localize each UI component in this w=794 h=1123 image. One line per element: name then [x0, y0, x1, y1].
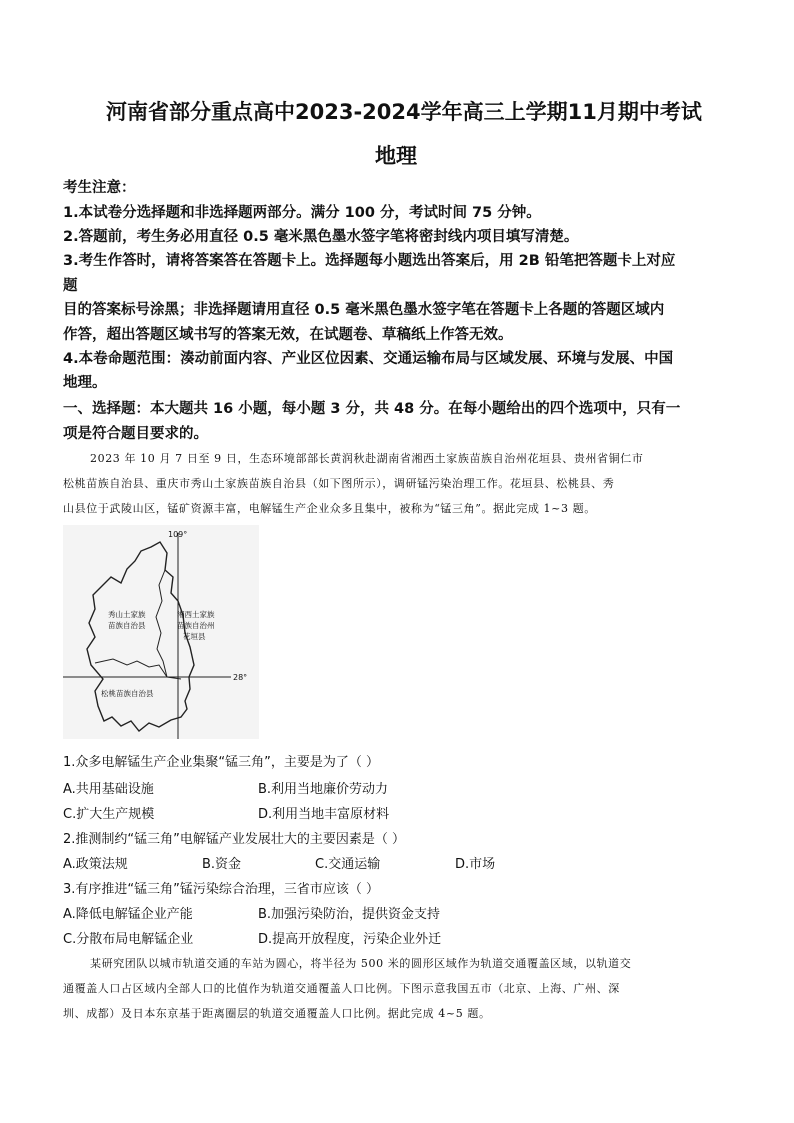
q1-option-d: D.利用当地丰富原材料 [258, 807, 390, 822]
q3-option-b: B.加强污染防治，提供资金支持 [258, 907, 441, 922]
passage-2-line: 通覆盖人口占区域内全部人口的比值作为轨道交通覆盖人口比例。下图示意我国五市（北京、上海、广州、深 [63, 982, 620, 995]
longitude-label: 109° [168, 530, 188, 539]
notice-item-1: 1.本试卷分选择题和非选择题两部分。满分 100 分，考试时间 75 分钟。 [63, 205, 541, 221]
q1-stem: 1.众多电解锰生产企业集聚“锰三角”，主要是为了（ ） [63, 755, 380, 770]
xiangxi-label: 苗族自治州 [177, 621, 215, 630]
xiushan-label: 秀山土家族 [108, 610, 146, 619]
section-heading-cont: 项是符合题目要求的。 [63, 426, 208, 442]
passage-1-line: 山县位于武陵山区，锰矿资源丰富，电解锰生产企业众多且集中，被称为“锰三角”。据此完成 1~3 题。 [63, 502, 596, 515]
notice-item-3-cont: 题 [63, 278, 78, 294]
notice-item-3-cont: 目的答案标号涂黑；非选择题请用直径 0.5 毫米黑色墨水签字笔在答题卡上各题的答题区域内 [63, 302, 665, 318]
q2-option-b: B.资金 [202, 857, 242, 872]
notice-item-4-cont: 地理。 [63, 375, 107, 391]
q1-option-a: A.共用基础设施 [63, 782, 154, 797]
notice-heading: 考生注意： [63, 180, 136, 196]
notice-item-3-cont: 作答，超出答题区域书写的答案无效，在试题卷、草稿纸上作答无效。 [63, 327, 513, 343]
q3-stem: 3.有序推进“锰三角”锰污染综合治理，三省市应该（ ） [63, 882, 380, 897]
q2-option-d: D.市场 [455, 857, 496, 872]
passage-2-line: 某研究团队以城市轨道交通的车站为圆心，将半径为 500 米的圆形区域作为轨道交通覆盖区域，以轨道交 [90, 957, 632, 970]
exam-subject: 地理 [375, 144, 417, 168]
passage-2-line: 圳、成都）及日本东京基于距离圈层的轨道交通覆盖人口比例。据此完成 4~5 题。 [63, 1007, 491, 1020]
section-heading: 一、选择题：本大题共 16 小题，每小题 3 分，共 48 分。在每小题给出的四个选项中，只有一 [63, 401, 681, 417]
latitude-label: 28° [233, 673, 248, 682]
q3-option-c: C.分散布局电解锰企业 [63, 932, 194, 947]
notice-item-3: 3.考生作答时，请将答案答在答题卡上。选择题每小题选出答案后，用 2B 铅笔把答题卡上对应 [63, 253, 676, 269]
exam-title: 河南省部分重点高中2023-2024学年高三上学期11月期中考试 [106, 100, 702, 124]
notice-item-4: 4.本卷命题范围：湊动前面内容、产业区位因素、交通运输布局与区域发展、环境与发展、中国 [63, 351, 674, 367]
xiangxi-label: 湘西土家族 [177, 610, 215, 619]
q2-option-a: A.政策法规 [63, 857, 128, 872]
q1-option-c: C.扩大生产规模 [63, 807, 155, 822]
passage-1-line: 2023 年 10 月 7 日至 9 日，生态环境部部长黄润秋赴湖南省湘西土家族苗族自治州花垣县、贵州省铜仁市 [90, 452, 644, 465]
q1-option-b: B.利用当地廉价劳动力 [258, 782, 389, 797]
notice-item-2: 2.答题前，考生务必用直径 0.5 毫米黑色墨水签字笔将密封线内项目填写清楚。 [63, 229, 579, 245]
passage-1-line: 松桃苗族自治县、重庆市秀山土家族苗族自治县（如下图所示），调研锰污染治理工作。花垣县、松桃县、秀 [63, 477, 615, 490]
q2-stem: 2.推测制约“锰三角”电解锰产业发展壮大的主要因素是（ ） [63, 832, 406, 847]
q2-option-c: C.交通运输 [315, 857, 381, 872]
region-map [63, 525, 259, 739]
q3-option-a: A.降低电解锰企业产能 [63, 907, 193, 922]
q3-option-d: D.提高开放程度，污染企业外迁 [258, 932, 442, 947]
xiangxi-label: 花垣县 [183, 632, 206, 641]
songtao-label: 松桃苗族自治县 [101, 689, 154, 698]
xiushan-label: 苗族自治县 [108, 621, 146, 630]
